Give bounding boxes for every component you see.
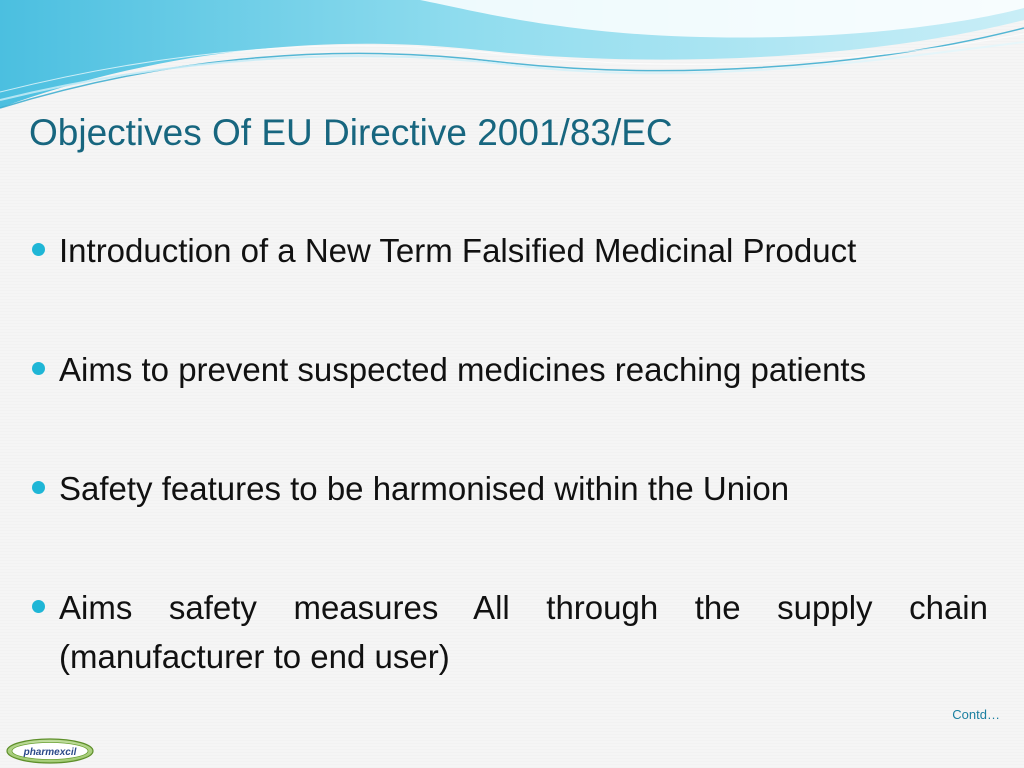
bullet-item (30, 583, 988, 681)
slide-title: Objectives Of EU Directive 2001/83/EC (29, 112, 673, 153)
bullet-item (30, 345, 988, 394)
header-wave-decoration (0, 0, 1024, 120)
bullet-item (30, 226, 988, 275)
bullet-text: Safety features to be harmonised within the Union (59, 470, 790, 507)
pharmexcil-logo (6, 738, 94, 764)
bullet-text: Introduction of a New Term Falsified Medicinal Product (59, 232, 857, 269)
bullet-dot-icon (32, 600, 45, 613)
bullet-text: Aims safety measures All through the supply chain (manufacturer to end user) (59, 589, 988, 675)
logo-text: pharmexcil (23, 747, 77, 758)
bullet-dot-icon (32, 243, 45, 256)
continued-note: Contd… (952, 707, 1000, 722)
bullet-dot-icon (32, 481, 45, 494)
bullet-dot-icon (32, 362, 45, 375)
bullet-text: Aims to prevent suspected medicines reaching patients (59, 351, 867, 388)
bullet-item (30, 464, 988, 513)
